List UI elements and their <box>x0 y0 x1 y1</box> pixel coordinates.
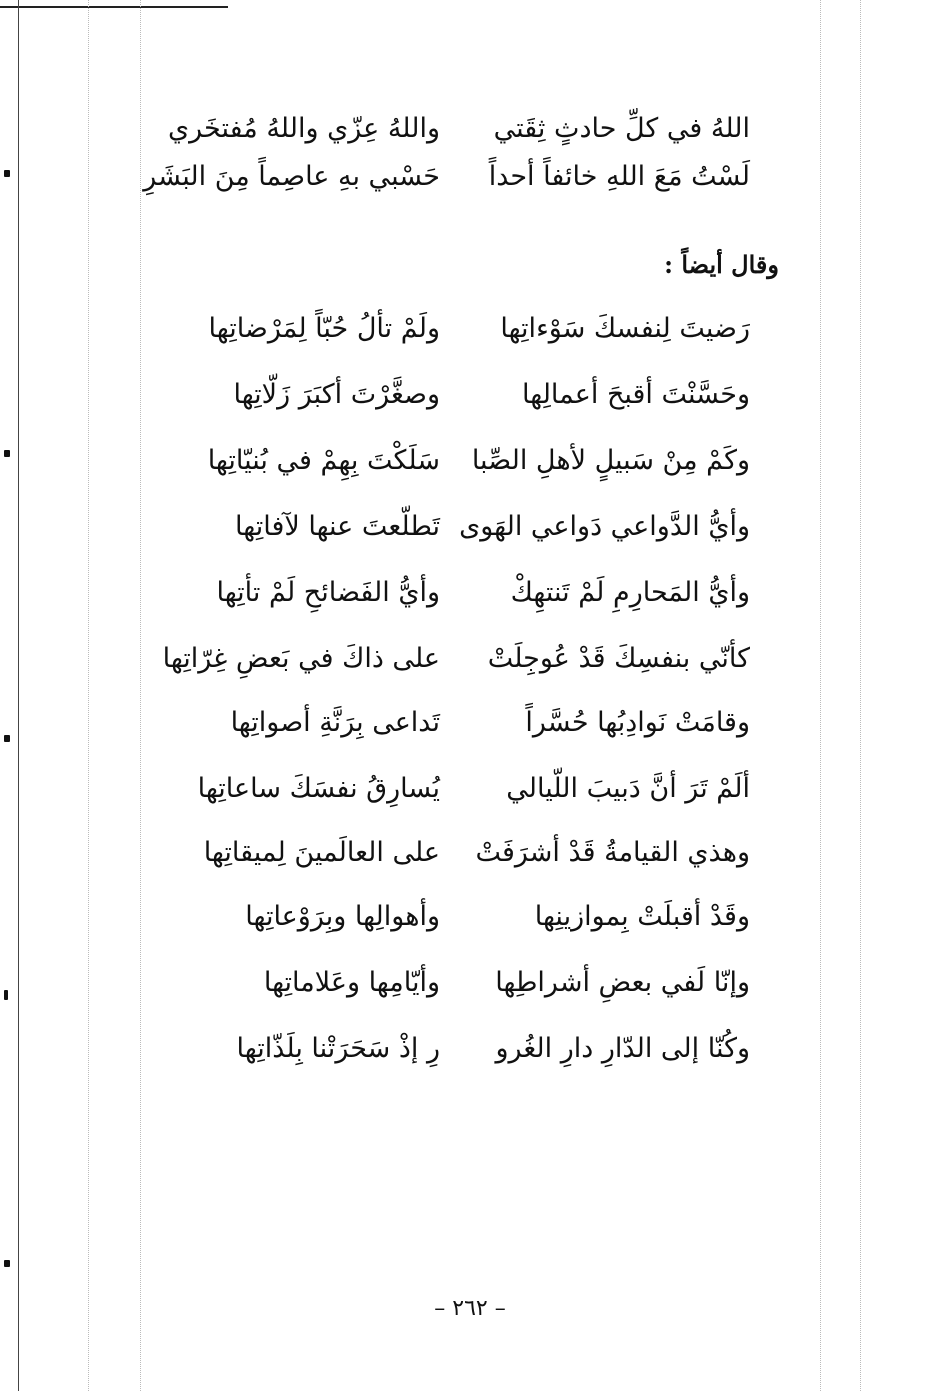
first-hemistich: وقَدْ أقبلَتْ بِموازينِها <box>534 901 750 932</box>
first-hemistich: اللهُ في كلِّ حادثٍ ثِقَتي <box>493 113 750 144</box>
second-hemistich: وأيّامِها وعَلاماتِها <box>263 967 440 998</box>
left-margin-rule <box>18 0 19 1391</box>
first-hemistich: وحَسَّنْتَ أقبحَ أعمالِها <box>522 379 750 410</box>
couplet <box>150 960 750 1006</box>
first-hemistich: وكَمْ مِنْ سَبيلٍ لأهلِ الصِّبا <box>471 445 750 476</box>
second-hemistich: وأهوالِها وبِرَوْعاتِها <box>245 901 440 932</box>
first-hemistich: وكُنّا إلى الدّارِ دارِ الغُرو <box>495 1033 750 1064</box>
second-hemistich: رِ إذْ سَحَرَتْنا بِلَذّاتِها <box>236 1033 440 1064</box>
second-hemistich: وأيُّ الفَضائحِ لَمْ تأتِها <box>216 577 440 608</box>
scan-guide-line <box>140 0 141 1391</box>
couplet <box>150 438 750 484</box>
second-hemistich: وصغَّرْتَ أكبَرَ زَلّاتِها <box>233 379 440 410</box>
second-hemistich: تَطلّعتَ عنها لآفاتِها <box>235 511 440 542</box>
second-hemistich: على العالَمينَ لِميقاتِها <box>203 837 440 868</box>
scan-guide-line <box>860 0 861 1391</box>
section-heading: وقال أيضاً : <box>664 250 779 279</box>
couplet <box>150 766 750 812</box>
couplet <box>150 306 750 352</box>
second-hemistich: حَسْبي بهِ عاصِماً مِنَ البَشَرِ <box>143 161 440 192</box>
first-hemistich: كأنّي بنفسِكَ قَدْ عُوجِلَتْ <box>487 643 750 674</box>
couplet <box>150 636 750 682</box>
margin-mark <box>4 735 10 742</box>
first-hemistich: وقامَتْ نَوادِبُها حُسَّراً <box>525 707 750 738</box>
top-rule <box>0 6 228 8</box>
first-hemistich: وأيُّ المَحارِمِ لَمْ تَنتهِكْ <box>510 577 750 608</box>
page-number: – ٢٦٢ – <box>434 1296 506 1321</box>
scan-guide-line <box>820 0 821 1391</box>
couplet <box>150 894 750 940</box>
first-hemistich: وإنّا لَفي بعضِ أشراطِها <box>495 967 750 998</box>
couplet <box>150 570 750 616</box>
margin-mark <box>4 170 10 177</box>
first-hemistich: وهذي القيامةُ قَدْ أشرَفَتْ <box>475 837 750 868</box>
couplet <box>150 1026 750 1072</box>
first-hemistich: وأيُّ الدَّواعي دَواعي الهَوى <box>459 511 750 542</box>
second-hemistich: تَداعى بِرَنَّةِ أصواتِها <box>230 707 440 738</box>
second-hemistich: على ذاكَ في بَعضِ غِرّاتِها <box>162 643 440 674</box>
couplet <box>150 504 750 550</box>
couplet <box>150 830 750 876</box>
couplet <box>150 700 750 746</box>
margin-mark <box>4 990 8 1000</box>
first-hemistich: لَسْتُ مَعَ اللهِ خائفاً أحداً <box>488 161 750 192</box>
couplet <box>150 106 750 152</box>
margin-mark <box>4 450 10 457</box>
second-hemistich: واللهُ عِزّي واللهُ مُفتخَري <box>168 113 440 144</box>
couplet <box>150 372 750 418</box>
couplet <box>143 154 750 200</box>
first-hemistich: رَضيتَ لِنفسكَ سَوْءاتِها <box>500 313 750 344</box>
scan-guide-line <box>88 0 89 1391</box>
first-hemistich: ألَمْ تَرَ أنَّ دَبيبَ اللّيالي <box>506 773 750 804</box>
margin-mark <box>4 1260 10 1267</box>
second-hemistich: يُسارِقُ نفسَكَ ساعاتِها <box>197 773 440 804</box>
second-hemistich: ولَمْ تألُ حُبّاً لِمَرْضاتِها <box>208 313 440 344</box>
second-hemistich: سَلَكْتَ بِهِمْ في بُنيّاتِها <box>207 445 440 476</box>
